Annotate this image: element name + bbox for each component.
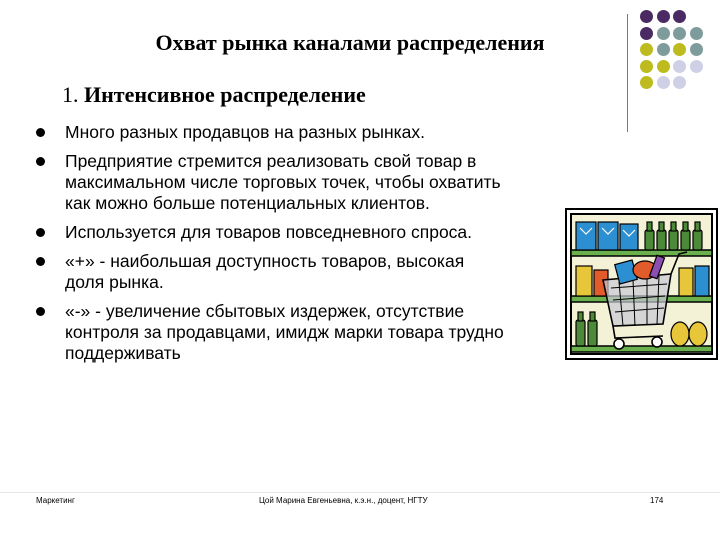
decorative-divider [627, 14, 628, 132]
grocery-shelves-shopping-cart-icon [565, 208, 718, 360]
slide-subtitle [62, 82, 366, 108]
decorative-dot [640, 43, 653, 56]
bullet-item [34, 122, 594, 143]
decorative-dot [640, 27, 653, 40]
decorative-dot [673, 10, 686, 23]
bullet-text: «+» - наибольшая доступность товаров, высокая доля рынка. [65, 251, 465, 292]
bullet-text: Предприятие стремится реализовать свой товар в максимальном числе торговых точек, чтобы охватить как можно больше потенциальных клиентов. [65, 151, 501, 213]
bullet-marker-icon [36, 257, 45, 266]
decorative-dot [657, 76, 670, 89]
decorative-dot [690, 60, 703, 73]
subtitle-text: Интенсивное распределение [84, 82, 366, 107]
footer-author: Цой Марина Евгеньевна, к.э.н., доцент, НГТУ [259, 496, 428, 505]
decorative-dot [690, 43, 703, 56]
bullet-item [34, 151, 594, 214]
subtitle-number: 1. [62, 82, 79, 107]
decorative-dot [657, 60, 670, 73]
bullet-marker-icon [36, 157, 45, 166]
bullet-marker-icon [36, 307, 45, 316]
decorative-dot [690, 27, 703, 40]
decorative-dot [673, 27, 686, 40]
decorative-dot [657, 43, 670, 56]
decorative-dot [673, 43, 686, 56]
bullet-text: «-» - увеличение сбытовых издержек, отсутствие контроля за продавцами, имидж марки товара трудно поддерживать [65, 301, 504, 363]
bullet-marker-icon [36, 228, 45, 237]
footer-course: Маркетинг [36, 496, 75, 505]
bullet-list [34, 122, 594, 372]
bullet-item [34, 301, 594, 364]
decorative-dot [657, 10, 670, 23]
bullet-item [34, 222, 594, 243]
bullet-text: Используется для товаров повседневного спроса. [65, 222, 473, 242]
decorative-dot [657, 27, 670, 40]
decorative-dot [673, 60, 686, 73]
bullet-text: Много разных продавцов на разных рынках. [65, 122, 425, 142]
decorative-dot [673, 76, 686, 89]
decorative-dot [640, 76, 653, 89]
bullet-marker-icon [36, 128, 45, 137]
bullet-item [34, 251, 594, 293]
decorative-dot [640, 10, 653, 23]
slide-title: Охват рынка каналами распределения [155, 30, 545, 55]
footer-divider [0, 492, 720, 493]
page-number: 174 [650, 496, 664, 505]
decorative-dot [640, 60, 653, 73]
